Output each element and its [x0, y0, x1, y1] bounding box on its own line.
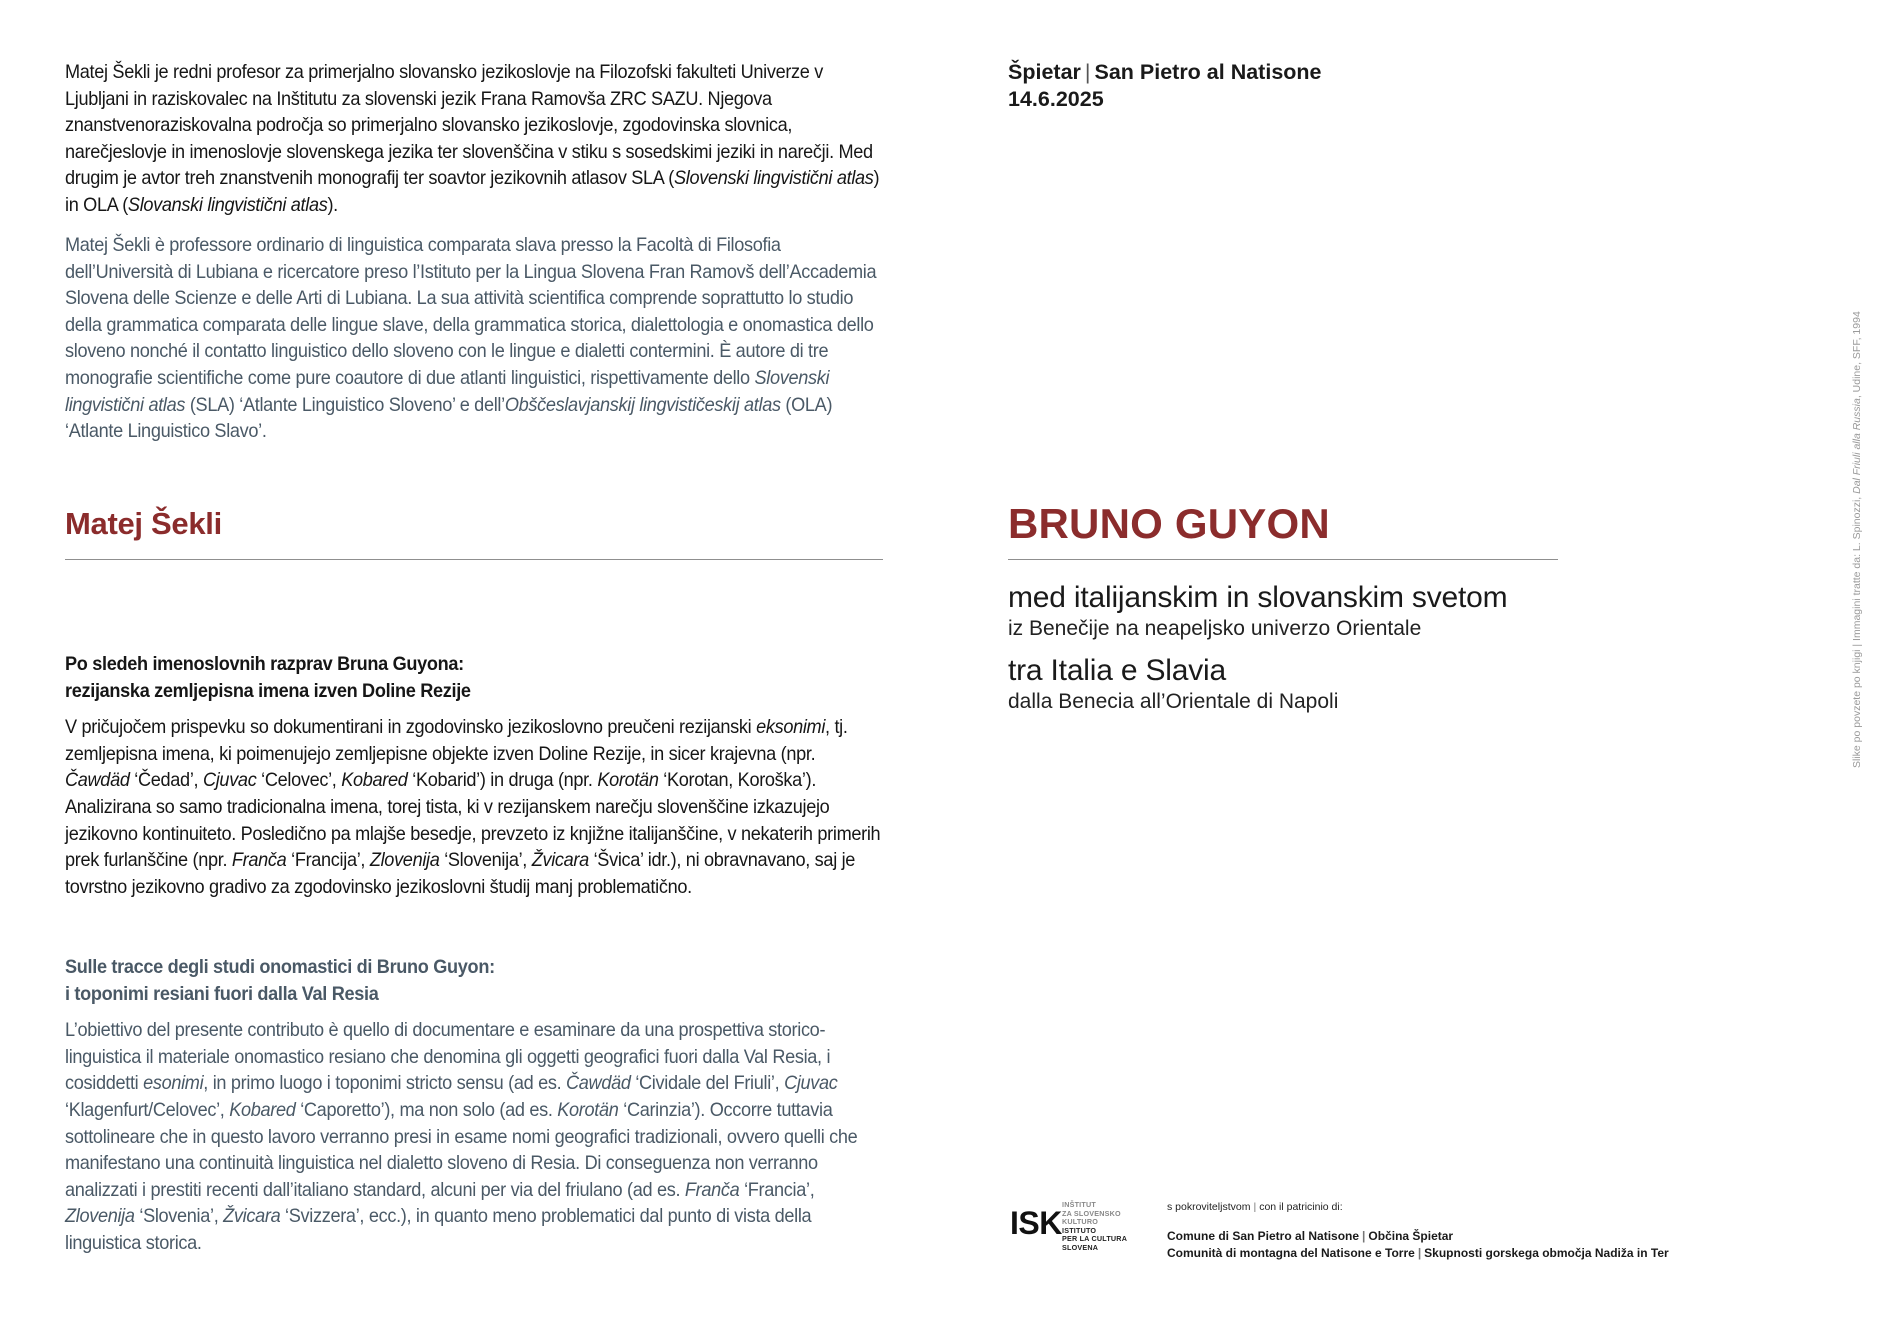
bio-italian-paragraph: Matej Šekli è professore ordinario di linguistica comparata slava presso la Facoltà di Filosofia dell’Università di Lubiana e ricercatore preso l’Istituto per la Lingua Slovena Fran Ramovš dell’Accademia Slovena delle Scienze e delle Arti di Lubiana. La sua attività scientifica comprende soprattutto lo studio della grammatica comparata delle lingue slave, della grammatica storica, dialettologia e onomastica dello sloveno nonché il contatto linguistico dello sloveno con le lingue e dialetti contermini. È autore di tre monografie scientifiche come pure coautore di due atlanti linguistici, rispettivamente dello Slovenski lingvistični atlas (SLA) ‘Atlante Linguistico Sloveno’ e dell’Obščeslavjanskij lingvističeskij atlas (OLA) ‘Atlante Linguistico Slavo’.: [65, 234, 877, 443]
atlas-title: Slovanski lingvistični atlas: [127, 193, 328, 216]
patronage-label: s pokroviteljstvom | con il patricinio di:: [1167, 1201, 1343, 1213]
image-credit: Slike po povzete po knjigi | Immagini tratte da: L. Spinozzi, Dal Friuli alla Russia, Udine, SFF, 1994: [1851, 311, 1863, 768]
subline-italian: dalla Benecia all’Orientale di Napoli: [1008, 690, 1339, 713]
atlas-title: Slovenski lingvistični atlas: [674, 167, 874, 190]
bio-slovenian: [65, 59, 883, 232]
subtitle-italian: tra Italia e Slavia: [1008, 654, 1226, 687]
subtitle-slovenian: med italijanskim in slovanskim svetom: [1008, 581, 1508, 614]
atlas-title: Slovenski lingvistični atlas: [65, 366, 830, 416]
logo-text: INŠTITUT ZA SLOVENSKO KULTURO ISTITUTO PER LA CULTURA SLOVENA: [1062, 1200, 1128, 1252]
abstract-slovenian: [65, 651, 883, 900]
atlas-title: Obščeslavjanskij lingvističeskij atlas: [504, 393, 781, 416]
isk-logo: [1010, 1201, 1135, 1261]
abstract-italian-title: Sulle tracce degli studi onomastici di Bruno Guyon: i toponimi resiani fuori dalla Val Resia: [65, 956, 495, 1005]
bio-slovenian-paragraph: Matej Šekli je redni profesor za primerjalno slovansko jezikoslovje na Filozofski fakulteti Univerze v Ljubljani in raziskovalec na Inštitutu za slovenski jezik Frana Ramovša ZRC SAZU. Njegova znanstvenoraziskovalna področja so primerjalno slovansko jezikoslovje, zgodovinska slovnica, narečjeslovje in imenoslovje slovenskega jezika ter slovenščina v stiku s sosedskimi jeziki in narečji. Med drugim je avtor treh znanstvenih monografij ter soavtor jezikovnih atlasov SLA (Slovenski lingvistični atlas) in OLA (Slovanski lingvistični atlas).: [65, 61, 880, 216]
divider: [1008, 559, 1558, 560]
abstract-slovenian-title: Po sledeh imenoslovnih razprav Bruna Guyona: rezijanska zemljepisna imena izven Doline Rezije: [65, 653, 471, 702]
organizer-mountain-community: Comunità di montagna del Natisone e Torre | Skupnosti gorskega območja Nadiža in Ter: [1167, 1246, 1669, 1260]
abstract-italian-body: L’obiettivo del presente contributo è quello di documentare e esaminare da una prospettiva storico-linguistica il materiale onomastico resiano che denomina gli oggetti geografici fuori dalla Val Resia, i cosiddetti esonimi, in primo luogo i toponimi stricto sensu (ad es. Čawdäd ‘Cividale del Friuli’, Cjuvac ‘Klagenfurt/Celovec’, Kobared ‘Caporetto’), ma non solo (ad es. Korotän ‘Carinzia’). Occorre tuttavia sottolineare che in questo lavoro verranno presi in esame nomi geografici tradizionali, ovvero quelli che manifestano una continuità linguistica nel dialetto sloveno di Resia. Di conseguenza non verranno analizzati i prestiti recenti dall’italiano standard, alcuni per via del friulano (ad es. Franča ‘Francia’, Zlovenija ‘Slovenia’, Žvicara ‘Svizzera’, ecc.), in quanto meno problematici dal punto di vista della linguistica storica.: [65, 1019, 858, 1254]
event-place: Špietar | San Pietro al Natisone: [1008, 60, 1322, 84]
abstract-slovenian-body: V pričujočem prispevku so dokumentirani in zgodovinsko jezikoslovno preučeni rezijanski eksonimi, tj. zemljepisna imena, ki poimenujejo zemljepisne objekte izven Doline Rezije, in sicer krajevna (npr. Čawdäd ‘Čedad’, Cjuvac ‘Celovec’, Kobared ‘Kobarid’) in druga (npr. Korotän ‘Korotan, Koroška’). Analizirana so samo tradicionalna imena, torej tista, ki v rezijanskem narečju slovenščine izkazujejo jezikovno kontinuiteto. Posledično pa mlajše besedje, prevzeto iz knjižne italijanščine, v nekaterih primerih prek furlanščine (npr. Franča ‘Francija’, Zlovenija ‘Slovenija’, Žvicara ‘Švica’ idr.), ni obravnavano, saj je tovrstno jezikovno gradivo za zgodovinsko jezikoslovni študij manj problematično.: [65, 716, 881, 898]
speaker-name: Matej Šekli: [65, 506, 222, 541]
organizer-municipality: Comune di San Pietro al Natisone | Občina Špietar: [1167, 1229, 1454, 1243]
bio-italian: [65, 232, 883, 458]
logo-abbreviation: ISK: [1010, 1205, 1062, 1241]
abstract-italian: [65, 954, 883, 1257]
event-title: BRUNO GUYON: [1008, 500, 1330, 547]
event-date: 14.6.2025: [1008, 87, 1104, 111]
divider: [65, 559, 883, 560]
subline-slovenian: iz Benečije na neapeljsko univerzo Orientale: [1008, 617, 1422, 640]
event-place-date: [1008, 59, 1322, 113]
